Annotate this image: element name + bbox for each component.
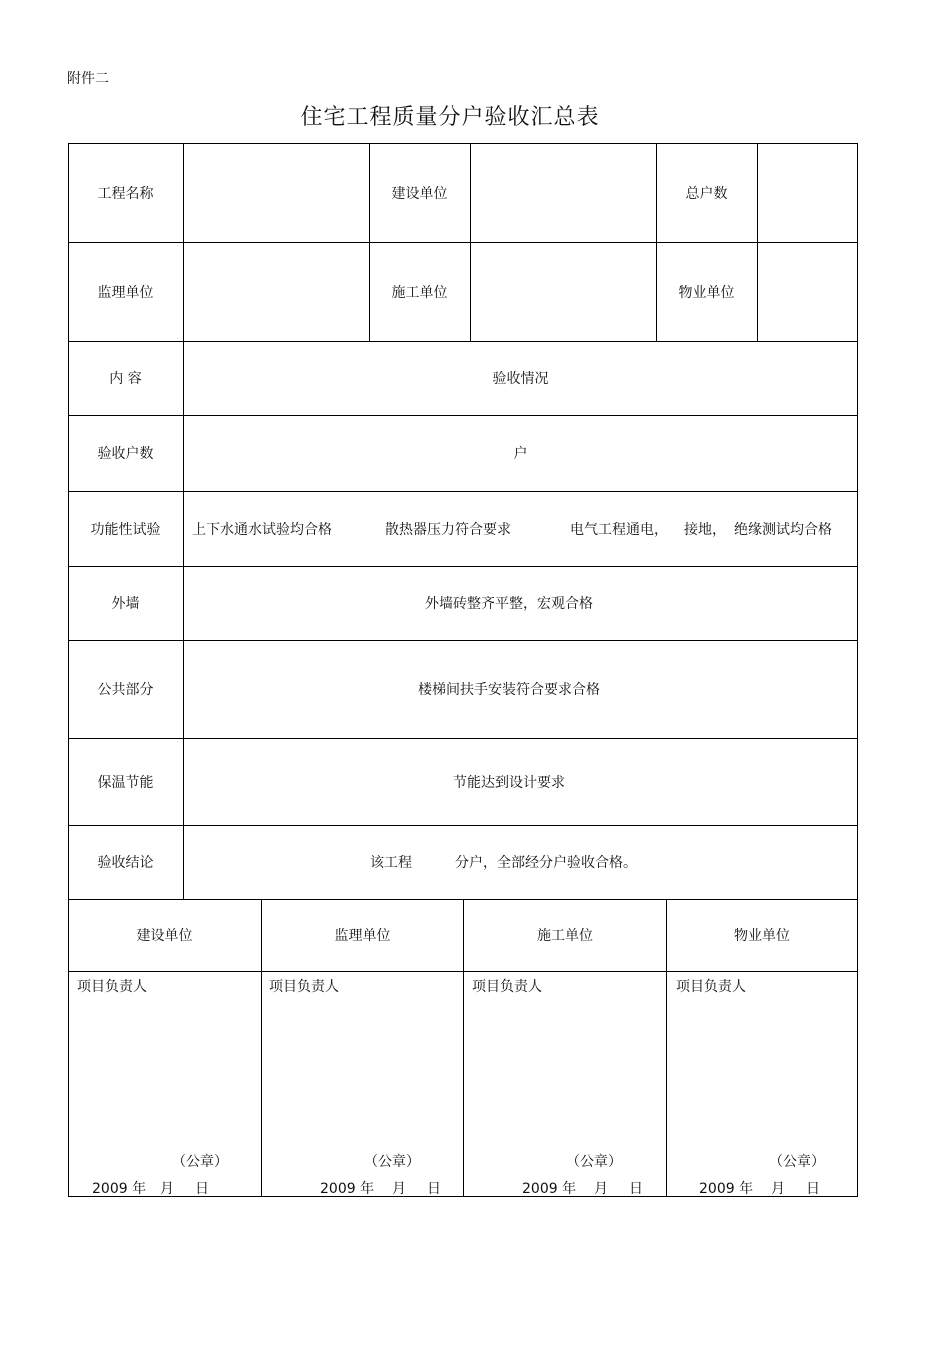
constructor-field[interactable] [471, 242, 656, 341]
date-year: 2009 年 [699, 1181, 754, 1197]
property-field[interactable] [758, 242, 857, 341]
project-manager-label: 项目负责人 [77, 979, 147, 995]
insulation-value: 节能达到设计要求 [453, 774, 565, 791]
signature-date [320, 1178, 441, 1198]
attachment-label: 附件二 [67, 71, 109, 87]
household-count-value: 户 [513, 446, 528, 462]
constructor-label: 施工单位 [391, 284, 448, 301]
supervisor-label: 监理单位 [97, 284, 154, 301]
signature-date [699, 1178, 820, 1198]
public-area-label: 公共部分 [97, 682, 154, 698]
signature-unit-supervisor: 监理单位 [334, 928, 391, 944]
signature-unit-constructor: 施工单位 [537, 928, 593, 944]
supervisor-field[interactable] [184, 242, 369, 341]
function-test-item: 接地， [684, 521, 726, 538]
official-seal-label: （公章） [364, 1154, 420, 1170]
signature-unit-builder: 建设单位 [136, 928, 193, 944]
date-day: 日 [195, 1181, 209, 1197]
date-year: 2009 年 [92, 1181, 147, 1197]
signature-date [522, 1178, 643, 1198]
date-year: 2009 年 [522, 1181, 577, 1197]
function-test-label: 功能性试验 [90, 521, 161, 538]
project-manager-label: 项目负责人 [676, 979, 746, 995]
conclusion-text: 该工程 [370, 855, 412, 871]
date-day: 日 [806, 1181, 820, 1197]
exterior-wall-label: 外墙 [111, 596, 140, 612]
date-month: 月 [594, 1181, 608, 1197]
date-month: 月 [392, 1181, 406, 1197]
property-label: 物业单位 [678, 284, 735, 301]
official-seal-label: （公章） [769, 1154, 825, 1170]
table-border-right [857, 143, 858, 1196]
date-year: 2009 年 [320, 1181, 375, 1197]
official-seal-label: （公章） [566, 1154, 622, 1170]
date-day: 日 [629, 1181, 643, 1197]
insulation-label: 保温节能 [97, 774, 154, 791]
function-test-item: 绝缘测试均合格 [734, 521, 832, 538]
project-name-label: 工程名称 [97, 185, 154, 202]
project-manager-label: 项目负责人 [472, 979, 542, 995]
signature-unit-property: 物业单位 [734, 928, 790, 944]
conclusion-text: 分户，全部经分户验收合格。 [455, 855, 637, 871]
official-seal-label: （公章） [172, 1154, 228, 1170]
function-test-item: 散热器压力符合要求 [385, 521, 511, 538]
conclusion-label: 验收结论 [97, 855, 154, 871]
project-manager-label: 项目负责人 [269, 979, 339, 995]
total-households-label: 总户数 [685, 185, 728, 202]
date-month: 月 [160, 1181, 174, 1197]
content-label: 内 容 [109, 371, 142, 387]
function-test-item: 电气工程通电， [570, 521, 668, 538]
public-area-value: 楼梯间扶手安装符合要求合格 [418, 682, 600, 698]
total-households-field[interactable] [758, 143, 857, 242]
household-count-label: 验收户数 [97, 446, 154, 462]
content-value: 验收情况 [492, 371, 549, 387]
signature-date [92, 1178, 209, 1198]
builder-field[interactable] [471, 143, 656, 242]
exterior-wall-value: 外墙砖整齐平整，宏观合格 [425, 596, 593, 612]
page-title: 住宅工程质量分户验收汇总表 [300, 105, 600, 130]
builder-label: 建设单位 [391, 185, 448, 202]
function-test-item: 上下水通水试验均合格 [192, 521, 332, 538]
date-day: 日 [427, 1181, 441, 1197]
project-name-field[interactable] [184, 143, 369, 242]
date-month: 月 [771, 1181, 785, 1197]
